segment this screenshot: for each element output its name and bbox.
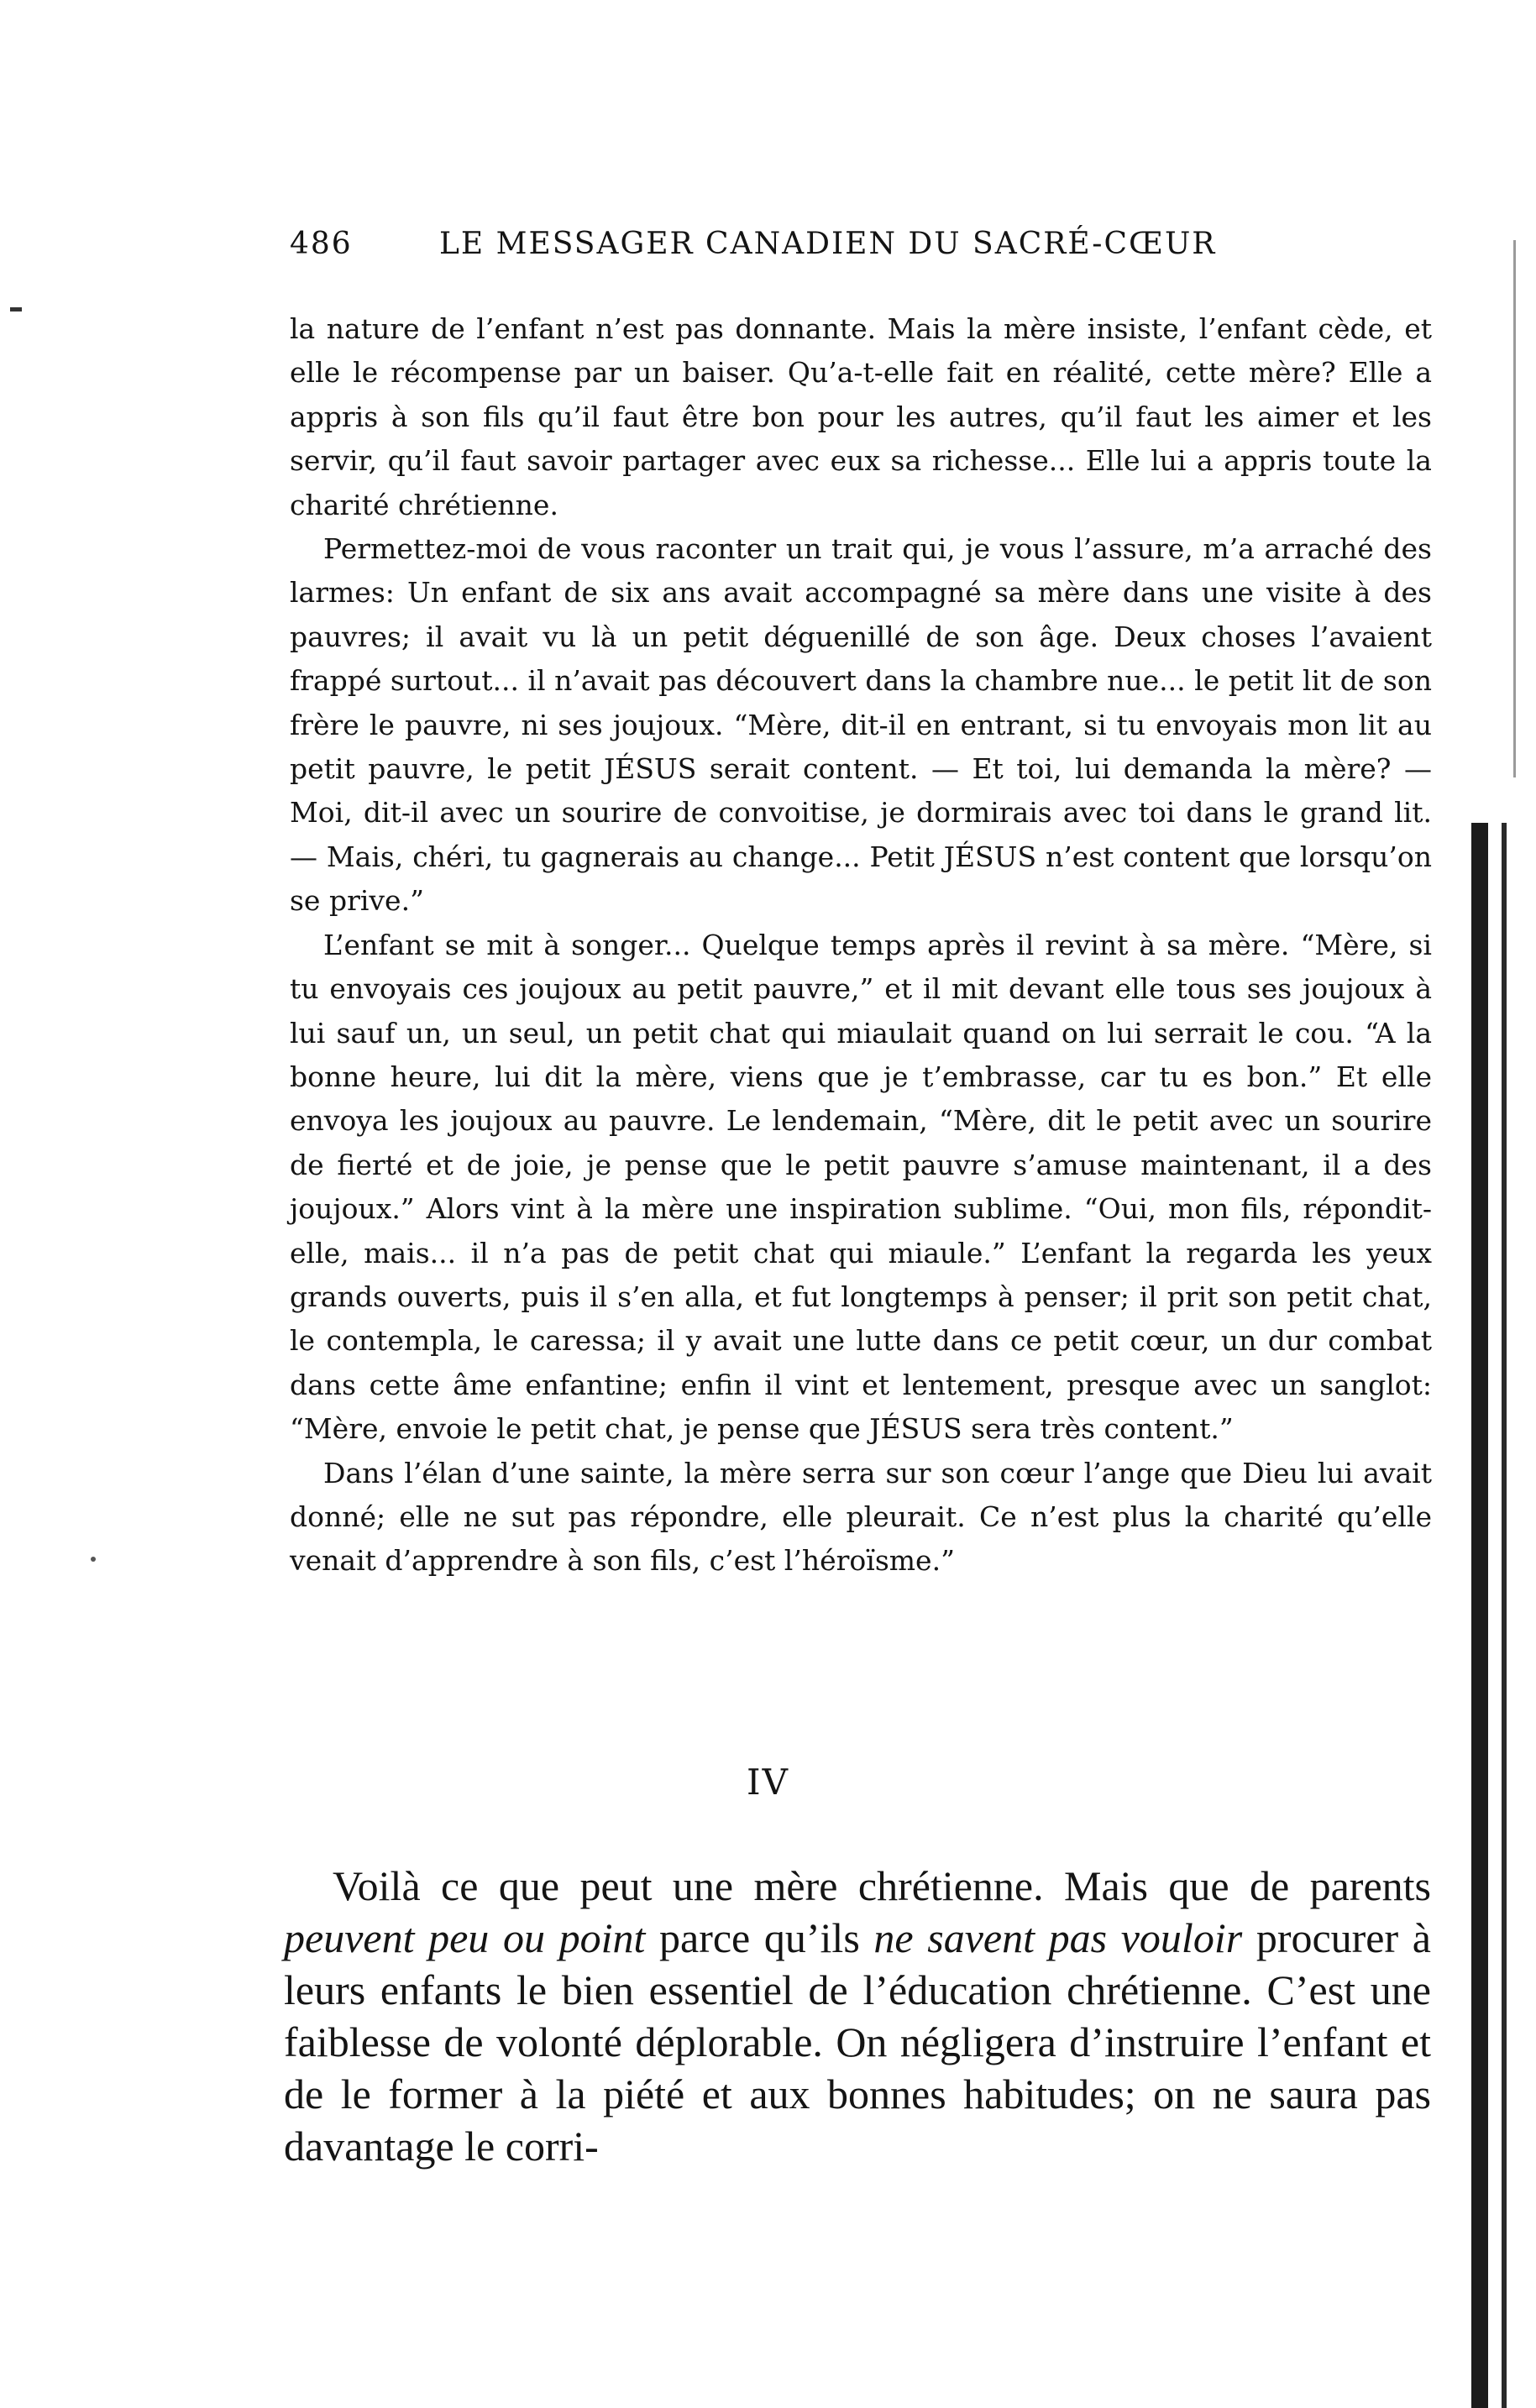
section-paragraph xyxy=(284,1860,1431,2172)
text-run: Voilà ce que peut une mère chrétienne. Mais que de parents xyxy=(333,1862,1431,1909)
paragraph: Dans l’élan d’une sainte, la mère serra sur son cœur l’ange que Dieu lui avait donné; elle ne sut pas répondre, elle pleurait. Ce n’est plus la charité qu’elle venait d’apprendre à son fils, c’est l’héroïsme.” xyxy=(290,1456,1432,1578)
page-number: 486 xyxy=(290,227,353,261)
paragraph: Permettez-moi de vous raconter un trait qui, je vous l’assure, m’a arraché des larmes: Un enfant de six ans avait accompagné sa mère dans une visite à des pauvres; il avait vu là un petit déguenillé de son âge. Deux choses l’avaient frappé surtout... il n’avait pas découvert dans la chambre nue... le petit lit de son frère le pauvre, ni ses joujoux. “Mère, dit-il en entrant, si tu envoyais mon lit au petit pauvre, le petit JÉSUS serait content. — Et toi, lui demanda la mère? — Moi, dit-il avec un sourire de convoitise, je dormirais avec toi dans le grand lit. — Mais, chéri, tu gagnerais au change... Petit JÉSUS n’est content que lorsqu’on se prive.” xyxy=(290,532,1432,918)
running-title: LE MESSAGER CANADIEN DU SACRÉ-CŒUR xyxy=(439,227,1217,261)
text-run: procurer à leurs enfants le bien essentiel de l’éducation chrétienne. C’est une faiblesse de volonté déplorable. On négligera d’instruire l’enfant et de le former à la piété et aux bonnes habitudes; on ne saura pas davantage le corri- xyxy=(284,1914,1431,2170)
italic-run: ne savent pas vouloir xyxy=(873,1914,1243,1961)
scan-edge-shadow xyxy=(1502,823,1507,2408)
italic-run: peuvent peu ou point xyxy=(284,1914,646,1961)
section-text xyxy=(284,1860,1431,2172)
scan-speck xyxy=(10,307,22,311)
scan-edge-line xyxy=(1513,240,1516,777)
paragraph: L’enfant se mit à songer... Quelque temps après il revint à sa mère. “Mère, si tu envoyais ces joujoux au petit pauvre,” et il mit devant elle tous ses joujoux à lui sauf un, un seul, un petit chat qui miaulait quand on lui serrait le cou. “A la bonne heure, lui dit la mère, viens que je t’embrasse, car tu es bon.” Et elle envoya les joujoux au pauvre. Le lendemain, “Mère, dit le petit avec un sourire de fierté et de joie, je pense que le petit pauvre s’amuse maintenant, il a des joujoux.” Alors vint à la mère une inspiration sublime. “Oui, mon fils, répondit-elle, mais... il n’a pas de petit chat qui miaule.” L’enfant la regarda les yeux grands ouverts, puis il s’en alla, et fut longtemps à penser; il prit son petit chat, le contempla, le caressa; il y avait une lutte dans ce petit cœur, un dur combat dans cette âme enfantine; enfin il vint et lentement, presque avec un sanglot: “Mère, envoie le petit chat, je pense que JÉSUS sera très content.” xyxy=(290,928,1432,1446)
body-text xyxy=(290,307,1432,1584)
text-run: parce qu’ils xyxy=(645,1914,874,1961)
scan-speck xyxy=(91,1557,96,1562)
paragraph: la nature de l’enfant n’est pas donnante. Mais la mère insiste, l’enfant cède, et elle le récompense par un baiser. Qu’a-t-elle fait en réalité, cette mère? Elle a appris à son fils qu’il faut être bon pour les autres, qu’il faut les aimer et les servir, qu’il faut savoir partager avec eux sa richesse... Elle lui a appris toute la charité chrétienne. xyxy=(290,312,1432,521)
scan-edge-shadow xyxy=(1471,823,1488,2408)
section-number: IV xyxy=(747,1762,789,1803)
